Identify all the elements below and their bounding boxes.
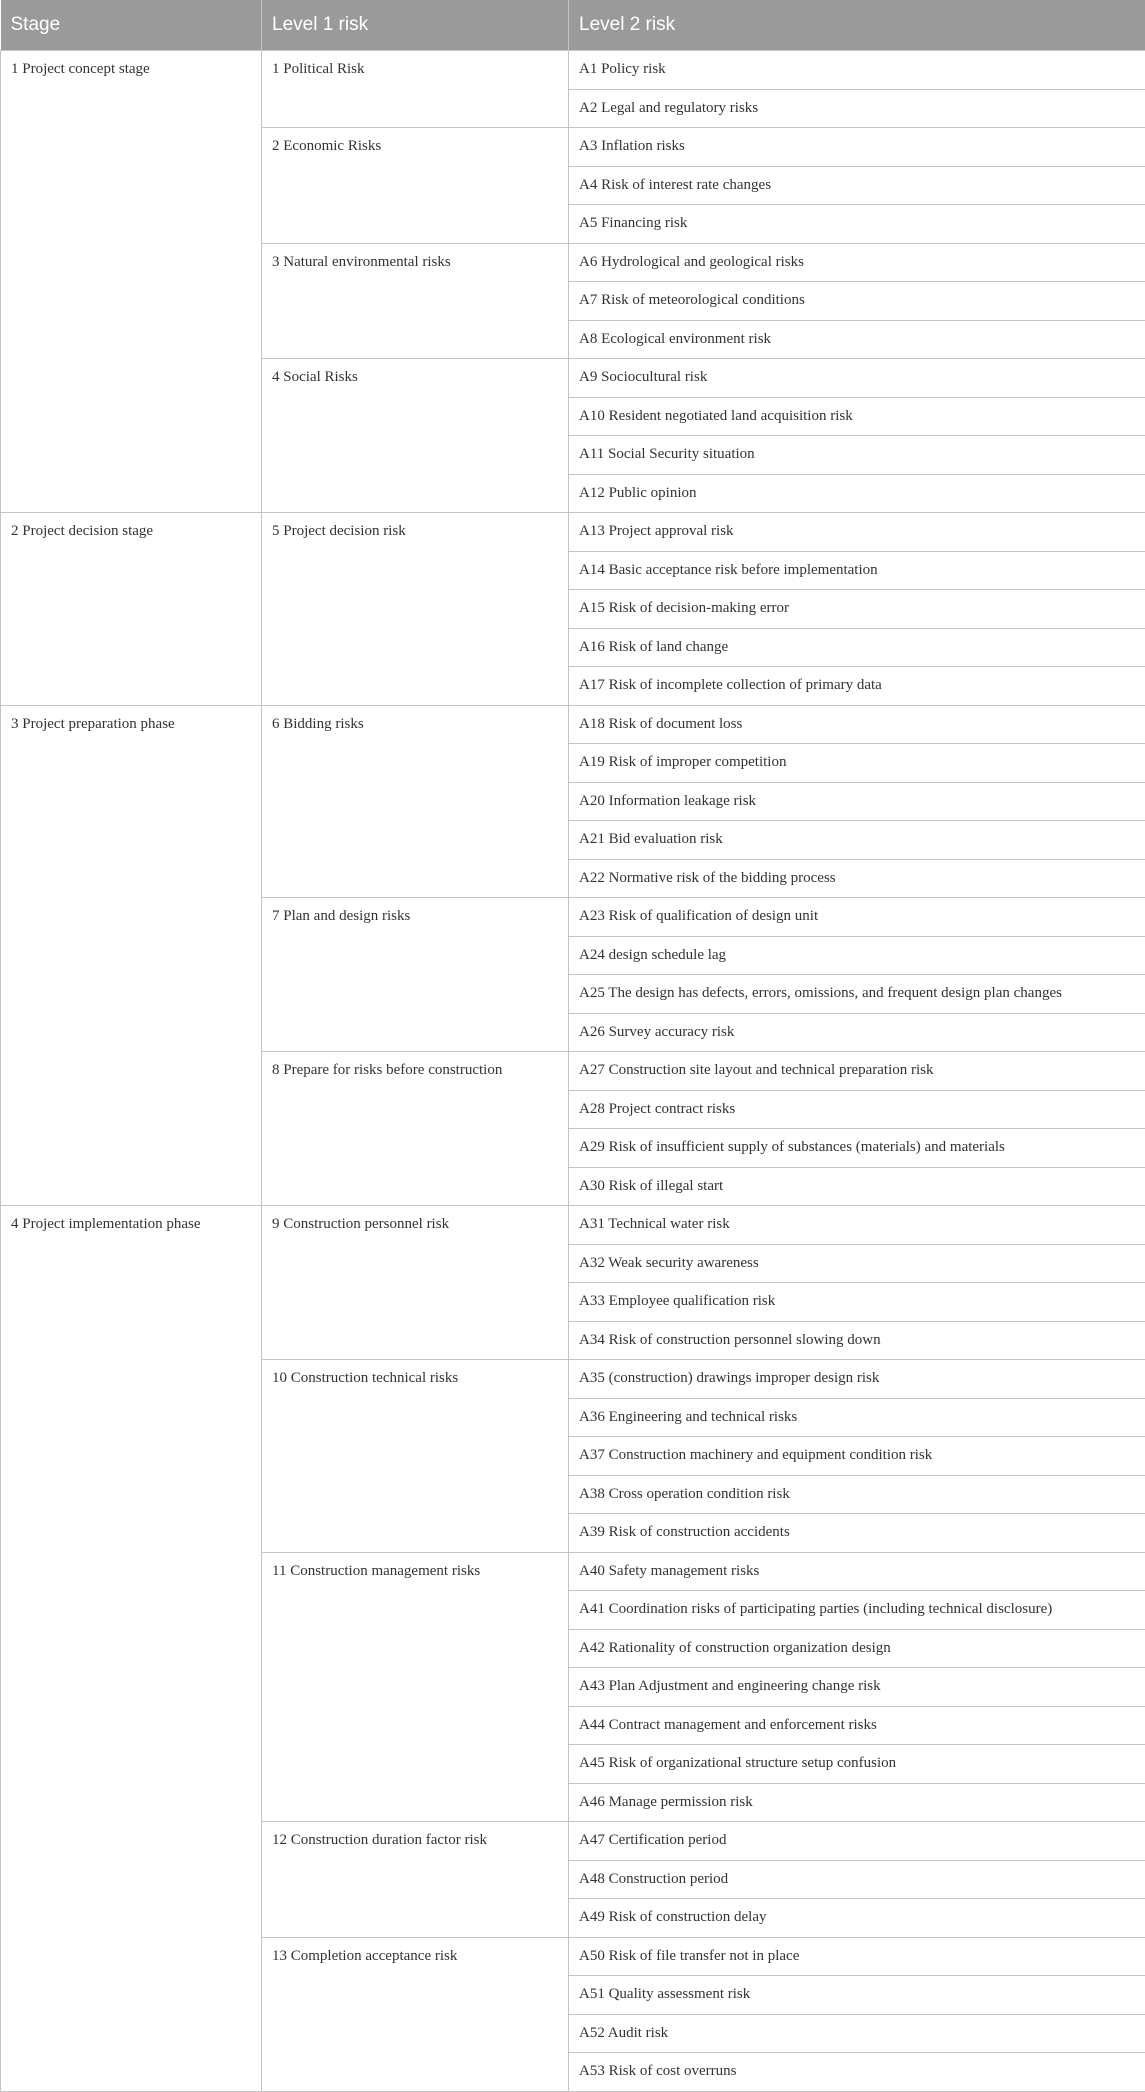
header-level2-risk: Level 2 risk bbox=[569, 0, 1145, 51]
level1-risk-cell: 11 Construction management risks bbox=[262, 1552, 569, 1822]
level2-risk-cell: A26 Survey accuracy risk bbox=[569, 1013, 1145, 1052]
level2-risk-cell: A39 Risk of construction accidents bbox=[569, 1514, 1145, 1553]
level2-risk-cell: A29 Risk of insufficient supply of substances (materials) and materials bbox=[569, 1129, 1145, 1168]
level2-risk-cell: A49 Risk of construction delay bbox=[569, 1899, 1145, 1938]
level1-risk-cell: 9 Construction personnel risk bbox=[262, 1206, 569, 1360]
level2-risk-cell: A51 Quality assessment risk bbox=[569, 1976, 1145, 2015]
level2-risk-cell: A4 Risk of interest rate changes bbox=[569, 166, 1145, 205]
level2-risk-cell: A7 Risk of meteorological conditions bbox=[569, 282, 1145, 321]
level2-risk-cell: A35 (construction) drawings improper design risk bbox=[569, 1360, 1145, 1399]
level2-risk-cell: A13 Project approval risk bbox=[569, 513, 1145, 552]
level1-risk-cell: 12 Construction duration factor risk bbox=[262, 1822, 569, 1938]
level2-risk-cell: A31 Technical water risk bbox=[569, 1206, 1145, 1245]
level2-risk-cell: A40 Safety management risks bbox=[569, 1552, 1145, 1591]
level2-risk-cell: A16 Risk of land change bbox=[569, 628, 1145, 667]
table-row bbox=[1, 513, 1145, 552]
level2-risk-cell: A18 Risk of document loss bbox=[569, 705, 1145, 744]
level1-risk-cell: 3 Natural environmental risks bbox=[262, 243, 569, 359]
level1-risk-cell: 10 Construction technical risks bbox=[262, 1360, 569, 1553]
level2-risk-cell: A8 Ecological environment risk bbox=[569, 320, 1145, 359]
level1-risk-cell: 6 Bidding risks bbox=[262, 705, 569, 898]
level2-risk-cell: A34 Risk of construction personnel slowing down bbox=[569, 1321, 1145, 1360]
level2-risk-cell: A24 design schedule lag bbox=[569, 936, 1145, 975]
stage-cell: 3 Project preparation phase bbox=[1, 705, 262, 1206]
level2-risk-cell: A1 Policy risk bbox=[569, 51, 1145, 90]
level1-risk-cell: 7 Plan and design risks bbox=[262, 898, 569, 1052]
level2-risk-cell: A20 Information leakage risk bbox=[569, 782, 1145, 821]
level2-risk-cell: A38 Cross operation condition risk bbox=[569, 1475, 1145, 1514]
level2-risk-cell: A30 Risk of illegal start bbox=[569, 1167, 1145, 1206]
level2-risk-cell: A3 Inflation risks bbox=[569, 128, 1145, 167]
table-row bbox=[1, 1206, 1145, 1245]
level2-risk-cell: A42 Rationality of construction organization design bbox=[569, 1629, 1145, 1668]
level2-risk-cell: A15 Risk of decision-making error bbox=[569, 590, 1145, 629]
table-body bbox=[1, 51, 1145, 2092]
level2-risk-cell: A27 Construction site layout and technical preparation risk bbox=[569, 1052, 1145, 1091]
level2-risk-cell: A43 Plan Adjustment and engineering change risk bbox=[569, 1668, 1145, 1707]
level1-risk-cell: 2 Economic Risks bbox=[262, 128, 569, 244]
level2-risk-cell: A46 Manage permission risk bbox=[569, 1783, 1145, 1822]
level1-risk-cell: 4 Social Risks bbox=[262, 359, 569, 513]
stage-cell: 4 Project implementation phase bbox=[1, 1206, 262, 2092]
level2-risk-cell: A10 Resident negotiated land acquisition risk bbox=[569, 397, 1145, 436]
level1-risk-cell: 1 Political Risk bbox=[262, 51, 569, 128]
header-row bbox=[1, 0, 1145, 51]
level2-risk-cell: A23 Risk of qualification of design unit bbox=[569, 898, 1145, 937]
level2-risk-cell: A2 Legal and regulatory risks bbox=[569, 89, 1145, 128]
level1-risk-cell: 13 Completion acceptance risk bbox=[262, 1937, 569, 2091]
level1-risk-cell: 8 Prepare for risks before construction bbox=[262, 1052, 569, 1206]
level2-risk-cell: A22 Normative risk of the bidding process bbox=[569, 859, 1145, 898]
level2-risk-cell: A9 Sociocultural risk bbox=[569, 359, 1145, 398]
level2-risk-cell: A41 Coordination risks of participating parties (including technical disclosure) bbox=[569, 1591, 1145, 1630]
table-row bbox=[1, 705, 1145, 744]
level2-risk-cell: A28 Project contract risks bbox=[569, 1090, 1145, 1129]
header-level1-risk: Level 1 risk bbox=[262, 0, 569, 51]
level2-risk-cell: A5 Financing risk bbox=[569, 205, 1145, 244]
level1-risk-cell: 5 Project decision risk bbox=[262, 513, 569, 706]
level2-risk-cell: A12 Public opinion bbox=[569, 474, 1145, 513]
level2-risk-cell: A32 Weak security awareness bbox=[569, 1244, 1145, 1283]
header-stage: Stage bbox=[1, 0, 262, 51]
level2-risk-cell: A47 Certification period bbox=[569, 1822, 1145, 1861]
level2-risk-cell: A19 Risk of improper competition bbox=[569, 744, 1145, 783]
level2-risk-cell: A48 Construction period bbox=[569, 1860, 1145, 1899]
level2-risk-cell: A21 Bid evaluation risk bbox=[569, 821, 1145, 860]
level2-risk-cell: A53 Risk of cost overruns bbox=[569, 2053, 1145, 2092]
level2-risk-cell: A6 Hydrological and geological risks bbox=[569, 243, 1145, 282]
level2-risk-cell: A37 Construction machinery and equipment condition risk bbox=[569, 1437, 1145, 1476]
stage-cell: 1 Project concept stage bbox=[1, 51, 262, 513]
stage-cell: 2 Project decision stage bbox=[1, 513, 262, 706]
level2-risk-cell: A52 Audit risk bbox=[569, 2014, 1145, 2053]
level2-risk-cell: A11 Social Security situation bbox=[569, 436, 1145, 475]
level2-risk-cell: A17 Risk of incomplete collection of primary data bbox=[569, 667, 1145, 706]
level2-risk-cell: A25 The design has defects, errors, omissions, and frequent design plan changes bbox=[569, 975, 1145, 1014]
level2-risk-cell: A33 Employee qualification risk bbox=[569, 1283, 1145, 1322]
level2-risk-cell: A36 Engineering and technical risks bbox=[569, 1398, 1145, 1437]
level2-risk-cell: A14 Basic acceptance risk before implementation bbox=[569, 551, 1145, 590]
level2-risk-cell: A45 Risk of organizational structure setup confusion bbox=[569, 1745, 1145, 1784]
level2-risk-cell: A50 Risk of file transfer not in place bbox=[569, 1937, 1145, 1976]
table-row bbox=[1, 51, 1145, 90]
level2-risk-cell: A44 Contract management and enforcement risks bbox=[569, 1706, 1145, 1745]
